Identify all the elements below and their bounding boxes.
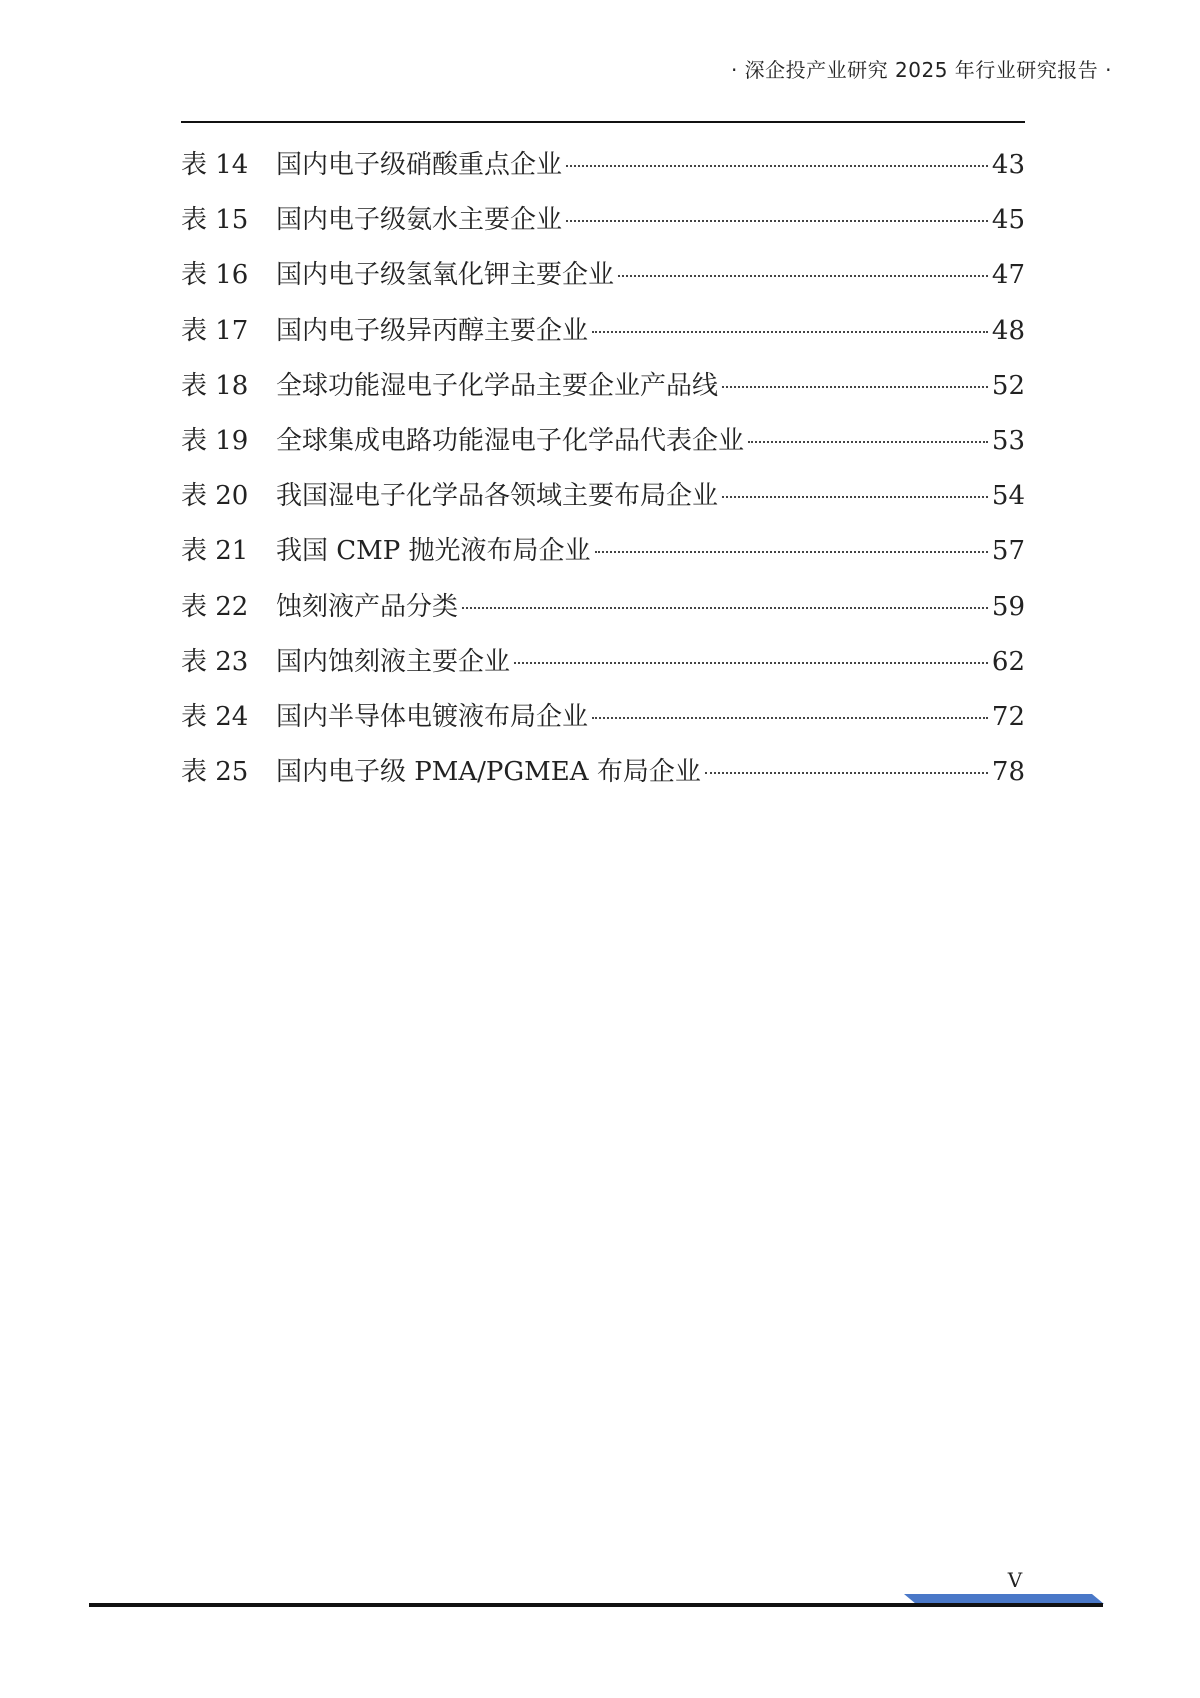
toc-entry-label: 表 14 [181, 150, 249, 180]
toc-entry-page: 78 [991, 757, 1025, 788]
toc-entry-title: 全球功能湿电子化学品主要企业产品线 [276, 370, 719, 401]
toc-entry-page: 62 [991, 646, 1025, 677]
toc-entry-label: 表 22 [181, 591, 249, 622]
toc-entry-title: 国内电子级 PMA/PGMEA 布局企业 [276, 757, 701, 788]
toc-entry-page: 45 [991, 205, 1025, 236]
toc-entry[interactable] [181, 248, 1025, 303]
dot-leader [595, 551, 988, 553]
toc-entry[interactable] [181, 359, 1025, 414]
toc-entry[interactable] [181, 138, 1025, 193]
toc-entry[interactable] [181, 193, 1025, 248]
dot-leader [618, 275, 988, 277]
toc-entry-page: 53 [991, 425, 1025, 456]
dot-leader [722, 386, 988, 388]
toc-entry-title: 我国湿电子化学品各领域主要布局企业 [276, 481, 719, 512]
toc-entry[interactable] [181, 580, 1025, 635]
toc-entry-page: 47 [991, 260, 1025, 291]
dot-leader [592, 717, 988, 719]
header-rule [181, 121, 1025, 123]
toc-entry-label: 表 23 [181, 646, 249, 677]
toc-entry-label: 表 24 [181, 701, 249, 732]
toc-entry-label: 表 16 [181, 260, 249, 291]
toc-entry[interactable] [181, 635, 1025, 690]
toc-entry-title: 国内电子级氨水主要企业 [276, 205, 563, 236]
toc-entry[interactable] [181, 469, 1025, 524]
toc-entry-label: 表 21 [181, 536, 249, 567]
dot-leader [514, 662, 988, 664]
toc-entry-label: 表 25 [181, 757, 249, 788]
toc-entry-title: 国内半导体电镀液布局企业 [276, 701, 589, 732]
toc-entry-title: 国内蚀刻液主要企业 [276, 646, 511, 677]
toc-entry-label: 表 19 [181, 425, 249, 456]
toc-entry-title: 蚀刻液产品分类 [276, 591, 459, 622]
toc-entry-page: 54 [991, 481, 1025, 512]
toc-entry-page: 52 [991, 370, 1025, 401]
toc-entry-label: 表 20 [181, 481, 249, 512]
toc-entry-page: 72 [991, 701, 1025, 732]
toc-entry-title: 国内电子级氢氧化钾主要企业 [276, 260, 615, 291]
toc-entry-label: 表 15 [181, 205, 249, 236]
toc-entry[interactable] [181, 304, 1025, 359]
toc-entry-title: 国内电子级硝酸重点企业 [276, 150, 563, 180]
table-of-tables [181, 138, 1025, 800]
toc-entry-title: 我国 CMP 抛光液布局企业 [276, 536, 591, 567]
toc-entry-title: 国内电子级异丙醇主要企业 [276, 315, 589, 346]
dot-leader [566, 165, 988, 167]
toc-entry-label: 表 18 [181, 370, 249, 401]
toc-entry[interactable] [181, 690, 1025, 745]
dot-leader [462, 607, 988, 609]
toc-entry-page: 59 [991, 591, 1025, 622]
page-number: V [1007, 1568, 1023, 1592]
toc-entry-page: 43 [991, 150, 1025, 180]
dot-leader [748, 441, 988, 443]
toc-entry-page: 57 [991, 536, 1025, 567]
footer-rule [89, 1603, 1103, 1607]
toc-entry-title: 全球集成电路功能湿电子化学品代表企业 [276, 425, 745, 456]
toc-entry-page: 48 [991, 315, 1025, 346]
dot-leader [705, 772, 988, 774]
toc-entry[interactable] [181, 524, 1025, 579]
dot-leader [566, 220, 988, 222]
toc-entry-label: 表 17 [181, 315, 249, 346]
toc-entry[interactable] [181, 745, 1025, 800]
dot-leader [722, 496, 988, 498]
running-header: · 深企投产业研究 2025 年行业研究报告 · [730, 58, 1112, 82]
toc-entry[interactable] [181, 414, 1025, 469]
dot-leader [592, 331, 988, 333]
